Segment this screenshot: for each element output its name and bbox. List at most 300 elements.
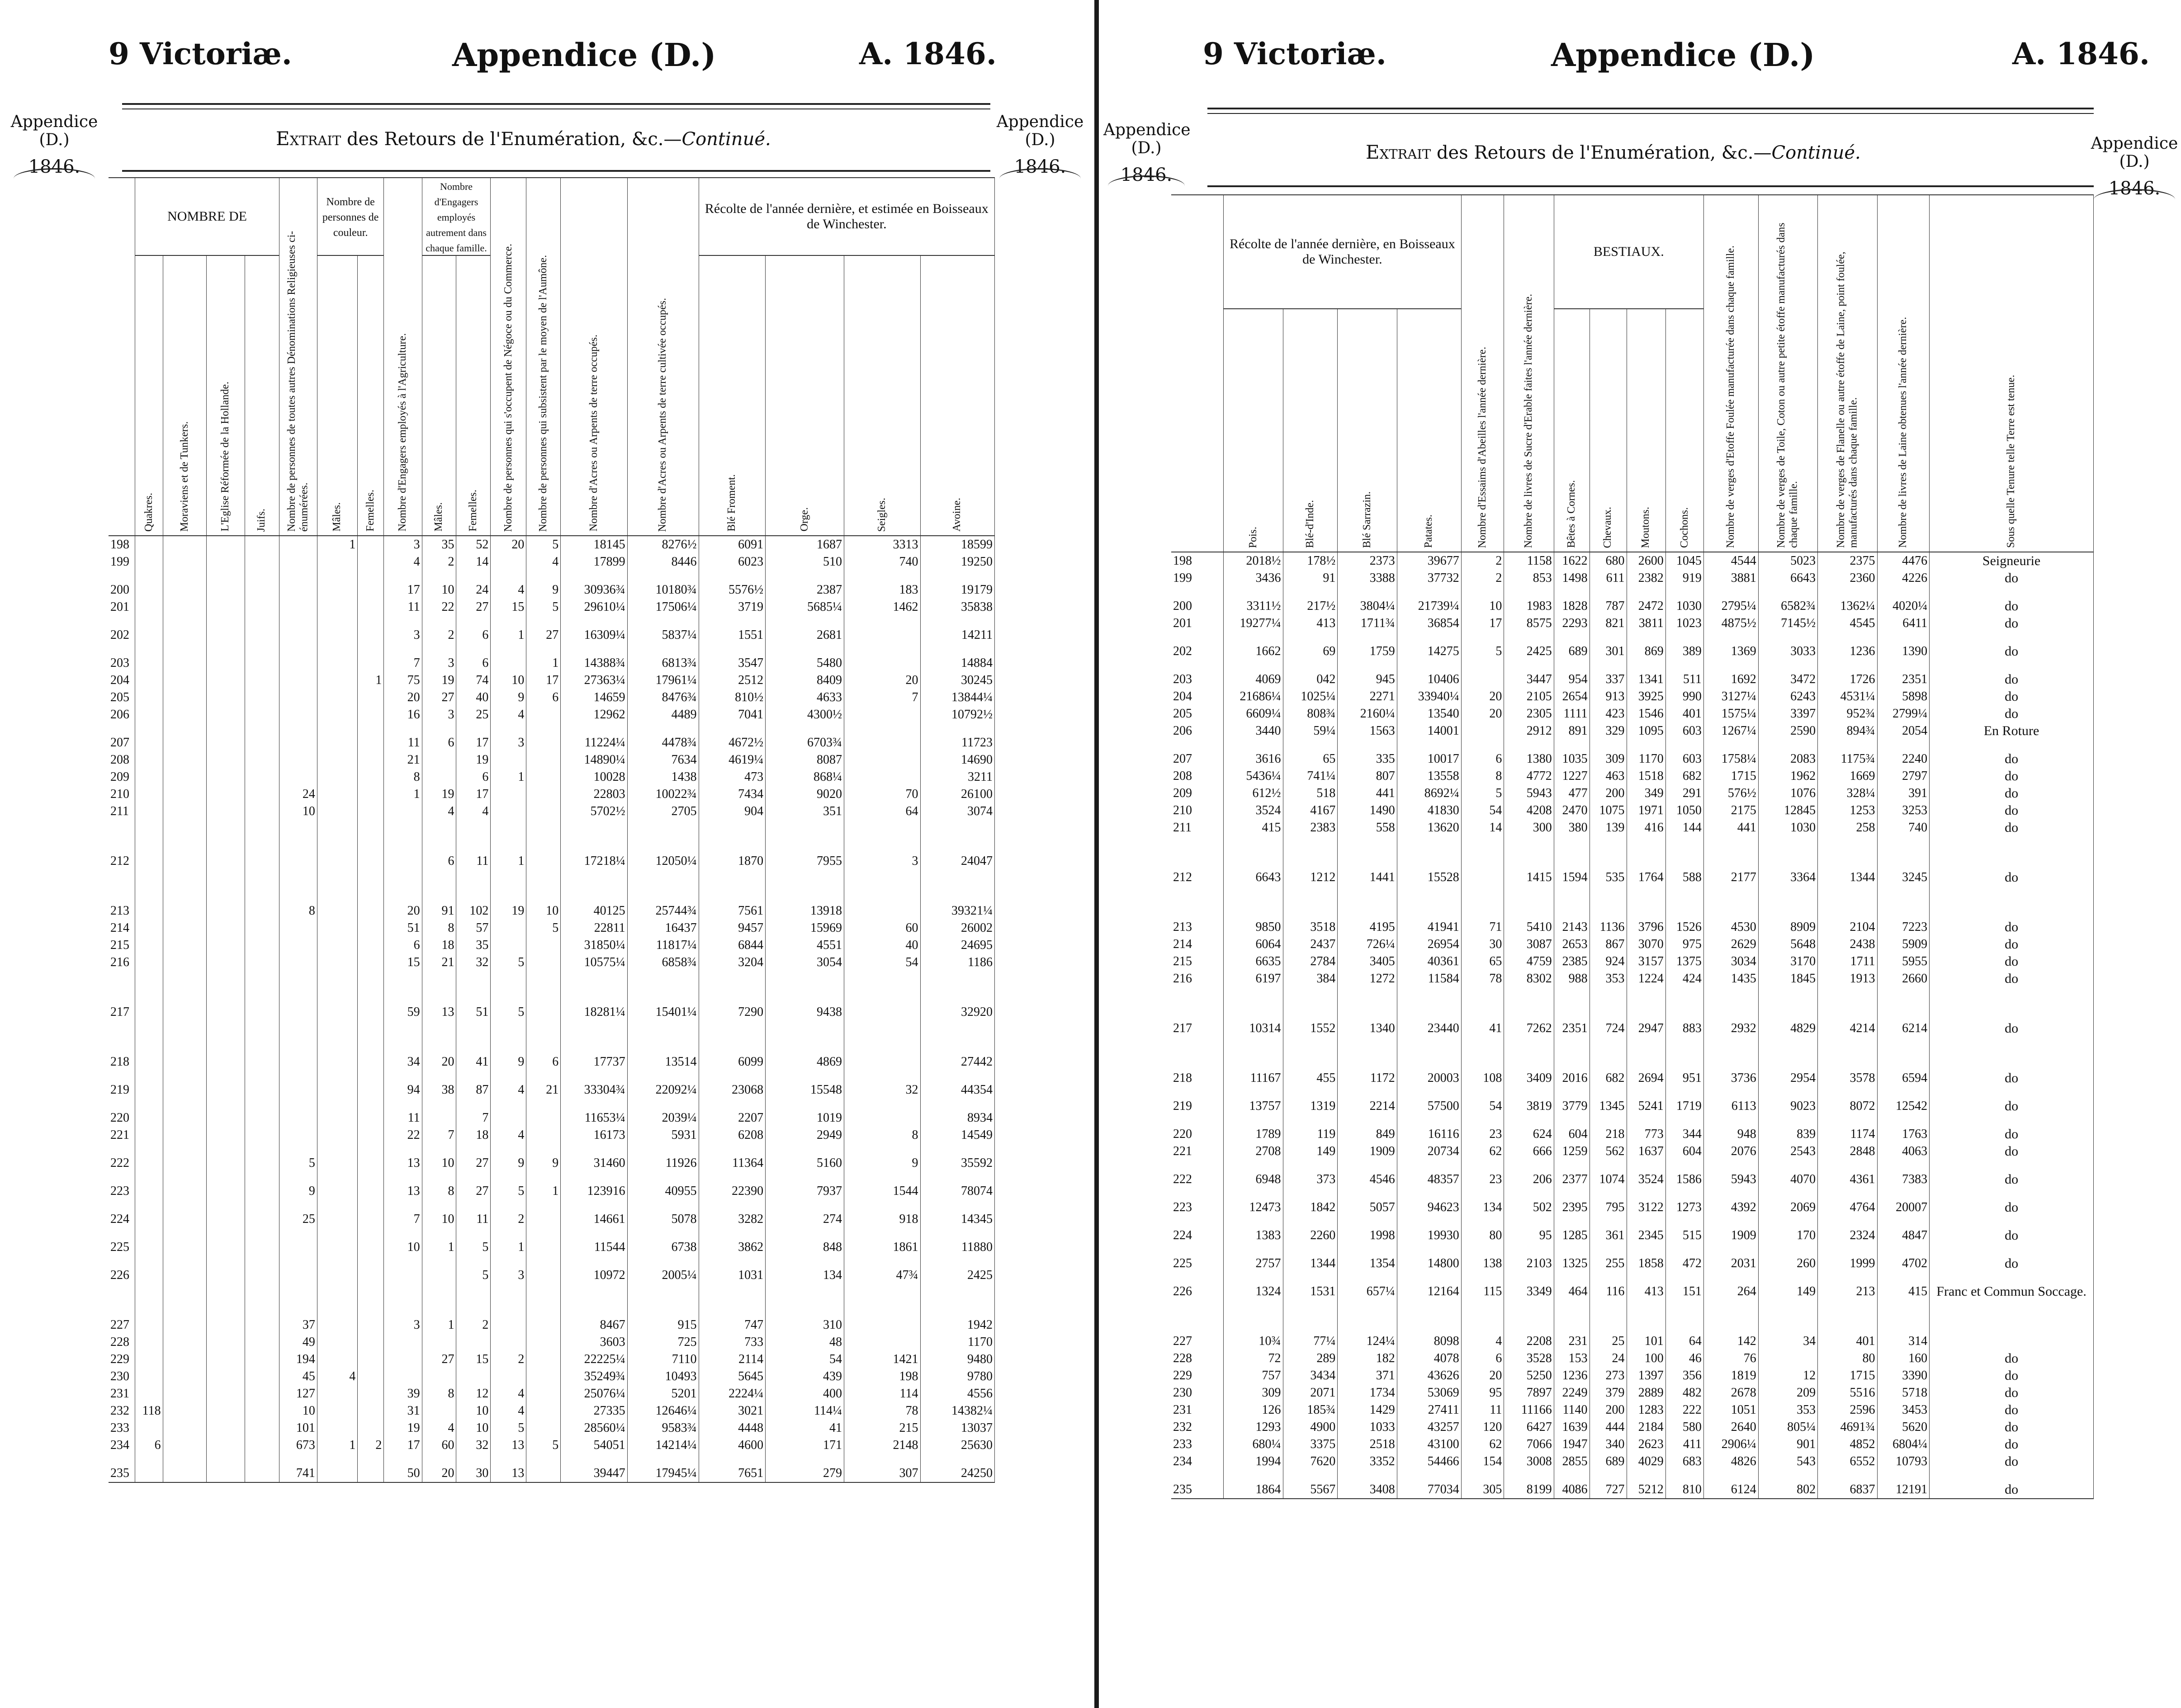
table-cell [456, 1368, 491, 1385]
table-cell [245, 536, 279, 553]
column-header: Nombre de livres de Sucre d'Erable faites l'année dernière. [1523, 293, 1535, 548]
table-cell: 10314 [1224, 1020, 1283, 1070]
table-cell: 8575 [1504, 615, 1554, 643]
table-cell: 206 [1504, 1171, 1554, 1199]
table-cell: 1293 [1224, 1419, 1283, 1436]
column-header: Sous quelle Tenure telle Terre est tenue. [2005, 375, 2017, 548]
table-cell [358, 1053, 384, 1081]
header-left: 9 Victoriæ. [1203, 36, 1386, 71]
table-cell: 69 [1283, 643, 1338, 671]
table-cell [844, 1053, 920, 1081]
row-number: 234 [1171, 1453, 1224, 1481]
table-cell: 2 [491, 1211, 526, 1239]
table-cell: do [1930, 1070, 2094, 1098]
table-cell: 14661 [561, 1211, 627, 1239]
table-cell: 351 [766, 803, 844, 853]
table-cell: 2 [491, 1351, 526, 1368]
table-cell: 380 [1554, 819, 1590, 869]
table-cell: 4672½ [699, 734, 765, 751]
row-number: 225 [1171, 1255, 1224, 1283]
table-cell: 14549 [920, 1127, 995, 1155]
table-cell [207, 1420, 245, 1437]
table-cell: 289 [1283, 1350, 1338, 1367]
table-cell: 2382 [1627, 570, 1665, 598]
table-cell: 23068 [699, 1081, 765, 1109]
table-cell: 12473 [1224, 1199, 1283, 1227]
table-cell: 5576½ [699, 581, 765, 599]
table-cell [135, 1316, 163, 1334]
table-cell: 17737 [561, 1053, 627, 1081]
table-cell: 10028 [561, 769, 627, 786]
table-cell: 25076¼ [561, 1385, 627, 1402]
table-cell: 810 [1665, 1481, 1703, 1499]
table-cell: 8087 [766, 751, 844, 769]
table-row [109, 1081, 995, 1109]
table-cell: 413 [1283, 615, 1338, 643]
table-cell: 807 [1338, 768, 1397, 785]
table-cell [163, 599, 207, 627]
table-cell: 1575¼ [1703, 705, 1758, 722]
table-cell: 18599 [920, 536, 995, 553]
table-cell [358, 937, 384, 954]
table-cell: 6023 [699, 553, 765, 581]
table-cell: 1 [317, 536, 358, 553]
table-cell [491, 786, 526, 803]
table-cell: 2375 [1818, 552, 1877, 570]
table-cell [207, 937, 245, 954]
table-cell: 8692¼ [1397, 785, 1461, 802]
table-cell: 12 [456, 1385, 491, 1402]
table-cell [491, 1316, 526, 1334]
table-cell [358, 536, 384, 553]
table-cell: 5 [279, 1155, 317, 1183]
table-cell: 7 [422, 1127, 456, 1155]
table-cell: 371 [1338, 1367, 1397, 1384]
table-cell: 3 [844, 853, 920, 902]
table-cell [317, 706, 358, 734]
table-cell [163, 1183, 207, 1211]
margin-sub: (D.) [1025, 130, 1055, 149]
table-cell: 3528 [1504, 1350, 1554, 1367]
row-number: 207 [1171, 750, 1224, 768]
table-cell: 918 [844, 1211, 920, 1239]
table-cell [279, 553, 317, 581]
table-cell: 6091 [699, 536, 765, 553]
table-cell: 198 [844, 1368, 920, 1385]
table-cell: 213 [1818, 1283, 1877, 1333]
table-cell: do [1930, 643, 2094, 671]
table-cell: 2005¼ [627, 1267, 699, 1316]
group-recolte: Récolte de l'année dernière, en Boisseaux de Winchester. [1224, 195, 1462, 309]
table-cell: 344 [1665, 1126, 1703, 1143]
table-cell [135, 1267, 163, 1316]
table-cell [526, 1316, 561, 1334]
table-cell: 6594 [1877, 1070, 1930, 1098]
table-cell: 1734 [1338, 1384, 1397, 1401]
table-cell: 5837¼ [627, 627, 699, 655]
table-cell: 25 [1590, 1333, 1627, 1350]
table-cell [279, 920, 317, 937]
table-cell: 3440 [1224, 722, 1283, 750]
table-cell: 6635 [1224, 953, 1283, 970]
table-cell: 2103 [1504, 1255, 1554, 1283]
table-cell: 10 [384, 1239, 422, 1267]
table-cell: 23 [1461, 1126, 1504, 1143]
table-cell: 11544 [561, 1239, 627, 1267]
table-cell: 2472 [1627, 598, 1665, 615]
table-cell: 32 [456, 1437, 491, 1465]
table-cell: 24695 [920, 937, 995, 954]
table-cell: 913 [1590, 688, 1627, 705]
table-cell: 185¾ [1283, 1401, 1338, 1419]
table-cell: 100 [1627, 1350, 1665, 1367]
table-cell [384, 1368, 422, 1385]
table-cell: 6 [526, 689, 561, 706]
table-cell: 576½ [1703, 785, 1758, 802]
table-cell: 4531¼ [1818, 688, 1877, 705]
table-cell [135, 751, 163, 769]
table-cell: 1637 [1627, 1143, 1665, 1171]
table-cell: 8098 [1397, 1333, 1461, 1350]
table-cell [279, 672, 317, 689]
table-cell: 5023 [1758, 552, 1817, 570]
table-cell [279, 853, 317, 902]
table-row [109, 786, 995, 803]
table-cell [135, 1420, 163, 1437]
table-cell: 2799¼ [1877, 705, 1930, 722]
table-cell: 510 [766, 553, 844, 581]
table-cell: 5480 [766, 655, 844, 672]
header-left: 9 Victoriæ. [109, 36, 292, 71]
table-cell: 1283 [1627, 1401, 1665, 1419]
table-cell: 14 [456, 553, 491, 581]
table-cell: 361 [1590, 1227, 1627, 1255]
table-cell: 2114 [699, 1351, 765, 1368]
row-number: 198 [1171, 552, 1224, 570]
table-cell: Franc et Commun Soccage. [1930, 1283, 2094, 1333]
table-cell: 4852 [1818, 1436, 1877, 1453]
table-cell: 1285 [1554, 1227, 1590, 1255]
table-cell: 3408 [1338, 1481, 1397, 1499]
table-cell: 3021 [699, 1402, 765, 1420]
table-cell: 11 [1461, 1401, 1504, 1419]
table-row [109, 655, 995, 672]
table-cell: 8072 [1818, 1098, 1877, 1126]
table-cell: 1861 [844, 1239, 920, 1267]
table-cell: 51 [384, 920, 422, 937]
table-cell: 4 [526, 553, 561, 581]
table-cell: 19 [422, 672, 456, 689]
column-header: Nombre de personnes qui s'occupent de Négoce ou du Commerce. [502, 243, 514, 532]
table-cell: 1 [491, 853, 526, 902]
table-cell [526, 1402, 561, 1420]
table-cell [279, 627, 317, 655]
table-cell: 747 [699, 1316, 765, 1334]
table-cell: 4489 [627, 706, 699, 734]
table-cell: 6 [422, 853, 456, 902]
table-cell: 1051 [1703, 1401, 1758, 1419]
table-cell: 401 [1818, 1333, 1877, 1350]
table-cell [135, 706, 163, 734]
table-cell: 41 [766, 1420, 844, 1437]
table-cell [163, 655, 207, 672]
table-cell: 511 [1665, 671, 1703, 688]
table-cell [317, 599, 358, 627]
table-cell: 1719 [1665, 1098, 1703, 1126]
table-cell: 9780 [920, 1368, 995, 1385]
table-cell: 11224¼ [561, 734, 627, 751]
row-number: 207 [109, 734, 135, 751]
table-cell: 689 [1590, 1453, 1627, 1481]
table-cell: 8199 [1504, 1481, 1554, 1499]
table-cell: 904 [699, 803, 765, 853]
table-cell: 477 [1554, 785, 1590, 802]
table-row [109, 920, 995, 937]
table-cell [207, 1081, 245, 1109]
table-cell: 1462 [844, 599, 920, 627]
table-cell: 3074 [920, 803, 995, 853]
table-cell: 802 [1758, 1481, 1817, 1499]
table-cell: 3472 [1758, 671, 1817, 688]
table-cell: 1842 [1283, 1199, 1338, 1227]
table-cell: 34 [384, 1053, 422, 1081]
row-number: 235 [109, 1465, 135, 1482]
table-cell [491, 655, 526, 672]
table-cell: 64 [1665, 1333, 1703, 1350]
table-cell [135, 1368, 163, 1385]
table-cell: 13 [491, 1437, 526, 1465]
table-cell: 18 [422, 937, 456, 954]
table-cell: 042 [1283, 671, 1338, 688]
table-cell: 54 [1461, 1098, 1504, 1126]
table-cell: 1 [384, 786, 422, 803]
table-cell: 22 [384, 1127, 422, 1155]
table-cell: 20 [491, 536, 526, 553]
table-cell: 21 [526, 1081, 561, 1109]
table-cell: 2224¼ [699, 1385, 765, 1402]
table-row [1171, 819, 2094, 869]
table-cell: 19 [456, 751, 491, 769]
table-cell: 11364 [699, 1155, 765, 1183]
table-cell [526, 853, 561, 902]
table-cell: do [1930, 819, 2094, 869]
header-center: Appendice (D.) [1551, 36, 1815, 74]
table-cell [163, 769, 207, 786]
table-cell: 1715 [1703, 768, 1758, 785]
table-cell [491, 553, 526, 581]
table-cell [279, 751, 317, 769]
table-cell: 24 [1590, 1350, 1627, 1367]
table-cell: 115 [1461, 1283, 1504, 1333]
table-cell [207, 751, 245, 769]
table-cell [245, 689, 279, 706]
table-cell: 10 [456, 1402, 491, 1420]
table-cell: 95 [1504, 1227, 1554, 1255]
table-cell: 7383 [1877, 1171, 1930, 1199]
table-cell: do [1930, 1255, 2094, 1283]
table-cell: 1186 [920, 954, 995, 1004]
table-cell [163, 1334, 207, 1351]
table-cell: 1236 [1818, 643, 1877, 671]
table-cell: 401 [1665, 705, 1703, 722]
table-cell: 14890¼ [561, 751, 627, 769]
table-cell: 4847 [1877, 1227, 1930, 1255]
table-row [1171, 643, 2094, 671]
table-cell: 4448 [699, 1420, 765, 1437]
table-cell [358, 1316, 384, 1334]
table-cell: 1845 [1758, 970, 1817, 1020]
table-cell: 3245 [1877, 869, 1930, 919]
table-cell [207, 769, 245, 786]
table-cell [279, 954, 317, 1004]
table-cell: 4300½ [766, 706, 844, 734]
table-cell [163, 536, 207, 553]
table-cell: 30 [456, 1465, 491, 1482]
table-cell: 2512 [699, 672, 765, 689]
table-cell: 990 [1665, 688, 1703, 705]
row-number: 206 [109, 706, 135, 734]
table-cell: 14388¾ [561, 655, 627, 672]
table-cell: 35249¾ [561, 1368, 627, 1385]
table-cell: 4826 [1703, 1453, 1758, 1481]
table-cell: 1170 [920, 1334, 995, 1351]
table-cell: 3 [491, 734, 526, 751]
table-cell: 74 [456, 672, 491, 689]
row-number: 231 [109, 1385, 135, 1402]
table-cell [245, 1183, 279, 1211]
row-number: 223 [109, 1183, 135, 1211]
table-cell: 952¾ [1818, 705, 1877, 722]
table-cell [526, 1351, 561, 1368]
table-cell: 2 [1461, 570, 1504, 598]
row-number: 203 [109, 655, 135, 672]
table-cell: 7 [844, 689, 920, 706]
table-cell: 1715 [1818, 1367, 1877, 1384]
column-header: Moutons. [1640, 506, 1652, 548]
table-cell: 291 [1665, 785, 1703, 802]
table-cell [207, 1267, 245, 1316]
margin-year: 1846. [1014, 156, 1066, 178]
row-number: 229 [1171, 1367, 1224, 1384]
table-cell: 1362¼ [1818, 598, 1877, 615]
table-cell [245, 954, 279, 1004]
table-cell [245, 599, 279, 627]
table-cell: 5 [491, 1420, 526, 1437]
row-number: 201 [1171, 615, 1224, 643]
table-cell [1461, 722, 1504, 750]
group-engagers: Nombre d'Engagers employés autrement dans chaque famille. [426, 181, 487, 254]
table-cell: 218 [1590, 1126, 1627, 1143]
column-header: Moraviens et de Tunkers. [178, 421, 190, 532]
table-cell [207, 1127, 245, 1155]
table-cell [317, 1239, 358, 1267]
table-cell: do [1930, 1401, 2094, 1419]
table-cell [245, 786, 279, 803]
table-cell: 5567 [1283, 1481, 1338, 1499]
table-cell: 8909 [1758, 919, 1817, 936]
table-row [109, 1239, 995, 1267]
row-number: 226 [109, 1267, 135, 1316]
table-cell: 4 [491, 706, 526, 734]
table-cell: 13918 [766, 902, 844, 920]
row-number: 215 [109, 937, 135, 954]
table-cell [384, 803, 422, 853]
table-cell: 1383 [1224, 1227, 1283, 1255]
table-cell: 22811 [561, 920, 627, 937]
table-cell: 5 [456, 1239, 491, 1267]
table-cell: 868¼ [766, 769, 844, 786]
table-row [109, 751, 995, 769]
table-cell: 94623 [1397, 1199, 1461, 1227]
table-cell: 482 [1665, 1384, 1703, 1401]
column-header: Nombre d'Engagers employés à l'Agriculture. [397, 333, 409, 532]
table-cell [491, 751, 526, 769]
table-cell: 21739¼ [1397, 598, 1461, 615]
table-cell: 19 [384, 1420, 422, 1437]
table-cell [279, 1239, 317, 1267]
table-cell: 4900 [1283, 1419, 1338, 1436]
table-cell: 2848 [1818, 1143, 1877, 1171]
table-cell: 6837 [1818, 1481, 1877, 1499]
table-cell: 50 [384, 1465, 422, 1482]
table-cell: 10792½ [920, 706, 995, 734]
table-cell: 10017 [1397, 750, 1461, 768]
table-cell: 13514 [627, 1053, 699, 1081]
table-cell: 2083 [1758, 750, 1817, 768]
table-cell: do [1930, 1436, 2094, 1453]
row-number: 211 [109, 803, 135, 853]
table-cell: 2031 [1703, 1255, 1758, 1283]
table-cell [135, 1081, 163, 1109]
row-number: 226 [1171, 1283, 1224, 1333]
table-cell [207, 1437, 245, 1465]
table-cell: 1763 [1877, 1126, 1930, 1143]
table-cell: 5 [526, 920, 561, 937]
row-number: 224 [1171, 1227, 1224, 1255]
table-cell: 588 [1665, 869, 1703, 919]
table-row [1171, 1436, 2094, 1453]
table-cell: 62 [1461, 1143, 1504, 1171]
row-number: 205 [109, 689, 135, 706]
table-cell: 23440 [1397, 1020, 1461, 1070]
table-cell: 1669 [1818, 768, 1877, 785]
table-cell: 14884 [920, 655, 995, 672]
table-cell [163, 734, 207, 751]
table-cell: 4070 [1758, 1171, 1817, 1199]
table-cell [317, 581, 358, 599]
table-cell: 13540 [1397, 705, 1461, 722]
table-cell: 682 [1590, 1070, 1627, 1098]
table-cell: 10972 [561, 1267, 627, 1316]
column-header: Orge. [798, 507, 810, 532]
table-row [109, 902, 995, 920]
table-cell: 27 [456, 599, 491, 627]
row-number: 230 [109, 1368, 135, 1385]
table-cell: 373 [1283, 1171, 1338, 1199]
table-cell [207, 1334, 245, 1351]
table-cell: 4 [422, 1420, 456, 1437]
table-cell: 5685¼ [766, 599, 844, 627]
table-cell [526, 1334, 561, 1351]
table-row [1171, 936, 2094, 953]
table-cell [526, 954, 561, 1004]
row-number: 221 [109, 1127, 135, 1155]
table-cell: 4 [1461, 1333, 1504, 1350]
table-cell: 11584 [1397, 970, 1461, 1020]
table-cell [207, 599, 245, 627]
table-cell [358, 627, 384, 655]
table-cell: 4478¾ [627, 734, 699, 751]
